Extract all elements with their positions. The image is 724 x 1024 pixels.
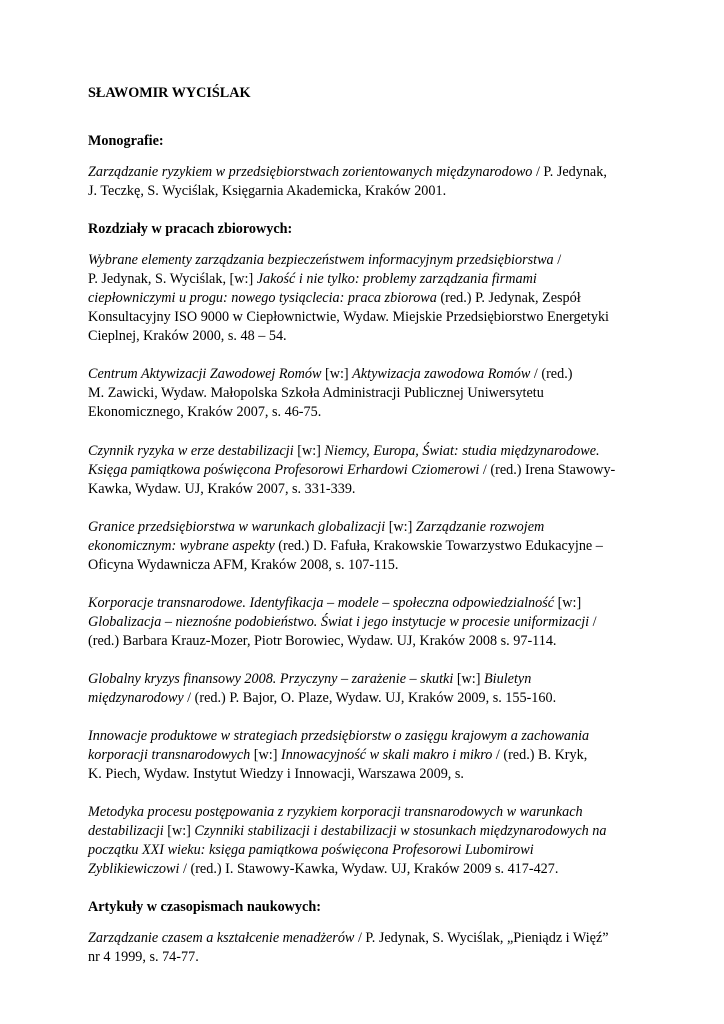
entry-line bbox=[88, 480, 648, 499]
publication-sections bbox=[88, 132, 648, 967]
entry-title-text: Aktywizacja zawodowa Romów bbox=[352, 366, 531, 382]
entry-text: (red.) Barbara Krauz-Mozer, Piotr Borowiec, Wydaw. UJ, Kraków 2008 s. 97-114. bbox=[88, 633, 557, 649]
entry-line bbox=[88, 632, 648, 651]
entry-text: / (red.) Irena Stawowy- bbox=[479, 462, 616, 478]
entry-line bbox=[88, 327, 648, 346]
publication-entry bbox=[88, 803, 648, 879]
entry-line bbox=[88, 670, 648, 689]
entry-text: (red.) D. Fafuła, Krakowskie Towarzystwo Edukacyjne – bbox=[274, 538, 603, 554]
entry-title-text: Korporacje transnarodowe. Identyfikacja – modele – społeczna odpowiedzialność bbox=[88, 595, 555, 611]
entry-line bbox=[88, 163, 648, 182]
entry-title-text: destabilizacji bbox=[88, 823, 164, 839]
entry-line bbox=[88, 594, 648, 613]
section-heading: Monografie: bbox=[88, 133, 164, 149]
entry-line bbox=[88, 518, 648, 537]
entry-text: K. Piech, Wydaw. Instytut Wiedzy i Innowacji, Warszawa 2009, s. bbox=[88, 766, 464, 782]
entry-line bbox=[88, 403, 648, 422]
entry-title-text: Biuletyn bbox=[484, 671, 532, 687]
publication-entry bbox=[88, 727, 648, 784]
entry-text: P. Jedynak, S. Wyciślak, [w:] bbox=[88, 271, 257, 287]
entry-text: [w:] bbox=[250, 747, 281, 763]
entry-line bbox=[88, 270, 648, 289]
entry-line bbox=[88, 822, 648, 841]
entry-line bbox=[88, 803, 648, 822]
entry-text: Konsultacyjny ISO 9000 w Ciepłownictwie, Wydaw. Miejskie Przedsiębiorstwo Energetyki bbox=[88, 309, 609, 325]
entry-title-text: Zarządzanie ryzykiem w przedsiębiorstwach zorientowanych międzynarodowo bbox=[88, 164, 533, 180]
document-page bbox=[88, 84, 648, 986]
entry-text: / P. Jedynak, bbox=[532, 164, 607, 180]
entry-text: [w:] bbox=[163, 823, 195, 839]
entry-line bbox=[88, 308, 648, 327]
entry-title-text: ciepłowniczymi u progu: nowego tysiąclecia: praca zbiorowa bbox=[88, 290, 437, 306]
entry-text: [w:] bbox=[293, 443, 325, 459]
entry-title-text: Zyblikiewiczowi bbox=[88, 861, 180, 877]
entry-text: [w:] bbox=[453, 671, 485, 687]
entry-text: [w:] bbox=[554, 595, 582, 611]
entry-text: / P. Jedynak, S. Wyciślak, „Pieniądz i Więź” bbox=[354, 930, 609, 946]
publication-entry bbox=[88, 365, 648, 422]
entry-text: Oficyna Wydawnicza AFM, Kraków 2008, s. 107-115. bbox=[88, 557, 399, 573]
entry-title-text: międzynarodowy bbox=[88, 690, 184, 706]
entry-text: Kawka, Wydaw. UJ, Kraków 2007, s. 331-339. bbox=[88, 481, 356, 497]
entry-text: (red.) P. Jedynak, Zespół bbox=[436, 290, 581, 306]
entry-text: [w:] bbox=[321, 366, 353, 382]
entry-line bbox=[88, 613, 648, 632]
publication-entry bbox=[88, 251, 648, 346]
entry-text: / (red.) bbox=[530, 366, 573, 382]
entry-line bbox=[88, 384, 648, 403]
entry-title-text: Czynnik ryzyka w erze destabilizacji bbox=[88, 443, 294, 459]
entry-title-text: ekonomicznym: wybrane aspekty bbox=[88, 538, 275, 554]
entry-title-text: Globalizacja – nieznośne podobieństwo. Świat i jego instytucje w procesie uniformizacji bbox=[88, 614, 590, 630]
publication-entry bbox=[88, 594, 648, 651]
publication-entry bbox=[88, 163, 648, 201]
entry-title-text: Jakość i nie tylko: problemy zarządzania firmami bbox=[256, 271, 537, 287]
entry-title-text: Wybrane elementy zarządzania bezpieczeństwem informacyjnym przedsiębiorstwa bbox=[88, 252, 554, 268]
entry-title-text: Innowacje produktowe w strategiach przedsiębiorstw o zasięgu krajowym a zachowania bbox=[88, 728, 590, 744]
entry-title-text: Czynniki stabilizacji i destabilizacji w stosunkach międzynarodowych na bbox=[194, 823, 607, 839]
entry-title-text: Zarządzanie rozwojem bbox=[415, 519, 545, 535]
entry-title-text: Zarządzanie czasem a kształcenie menadżerów bbox=[88, 930, 355, 946]
entry-text: / (red.) P. Bajor, O. Plaze, Wydaw. UJ, Kraków 2009, s. 155-160. bbox=[183, 690, 557, 706]
entry-title-text: Metodyka procesu postępowania z ryzykiem korporacji transnarodowych w warunkach bbox=[88, 804, 583, 820]
entry-title-text: Centrum Aktywizacji Zawodowej Romów bbox=[88, 366, 322, 382]
entry-line bbox=[88, 365, 648, 384]
entry-text: [w:] bbox=[385, 519, 416, 535]
section-heading: Rozdziały w pracach zbiorowych: bbox=[88, 221, 293, 237]
entry-line bbox=[88, 727, 648, 746]
entry-line bbox=[88, 765, 648, 784]
entry-text: / bbox=[589, 614, 597, 630]
publication-entry bbox=[88, 442, 648, 499]
publication-entry bbox=[88, 518, 648, 575]
entry-title-text: Globalny kryzys finansowy 2008. Przyczyny – zarażenie – skutki bbox=[88, 671, 454, 687]
entry-text: / (red.) I. Stawowy-Kawka, Wydaw. UJ, Kraków 2009 s. 417-427. bbox=[179, 861, 559, 877]
entry-line bbox=[88, 746, 648, 765]
entry-line bbox=[88, 948, 648, 967]
entry-line bbox=[88, 461, 648, 480]
entry-text: J. Teczkę, S. Wyciślak, Księgarnia Akademicka, Kraków 2001. bbox=[88, 183, 447, 199]
entry-line bbox=[88, 289, 648, 308]
publication-entry bbox=[88, 929, 648, 967]
entry-line bbox=[88, 442, 648, 461]
entry-line bbox=[88, 860, 648, 879]
entry-line bbox=[88, 537, 648, 556]
author-name: SŁAWOMIR WYCIŚLAK bbox=[88, 85, 251, 101]
entry-text: M. Zawicki, Wydaw. Małopolska Szkoła Administracji Publicznej Uniwersytetu bbox=[88, 385, 544, 401]
entry-title-text: Niemcy, Europa, Świat: studia międzynarodowe. bbox=[324, 443, 600, 459]
entry-text: Ekonomicznego, Kraków 2007, s. 46-75. bbox=[88, 404, 322, 420]
entry-line bbox=[88, 689, 648, 708]
entry-line bbox=[88, 929, 648, 948]
entry-title-text: Księga pamiątkowa poświęcona Profesorowi Erhardowi Cziomerowi bbox=[88, 462, 480, 478]
entry-text: / (red.) B. Kryk, bbox=[492, 747, 588, 763]
entry-text: / bbox=[553, 252, 562, 268]
entry-line bbox=[88, 841, 648, 860]
entry-text: nr 4 1999, s. 74-77. bbox=[88, 949, 199, 965]
entry-line bbox=[88, 251, 648, 270]
section-heading: Artykuły w czasopismach naukowych: bbox=[88, 899, 321, 915]
entry-title-text: początku XXI wieku: księga pamiątkowa poświęcona Profesorowi Lubomirowi bbox=[88, 842, 534, 858]
entry-text: Cieplnej, Kraków 2000, s. 48 – 54. bbox=[88, 328, 287, 344]
publication-entry bbox=[88, 670, 648, 708]
entry-title-text: Granice przedsiębiorstwa w warunkach globalizacji bbox=[88, 519, 386, 535]
entry-title-text: korporacji transnarodowych bbox=[88, 747, 251, 763]
entry-title-text: Innowacyjność w skali makro i mikro bbox=[280, 747, 493, 763]
entry-line bbox=[88, 182, 648, 201]
entry-line bbox=[88, 556, 648, 575]
